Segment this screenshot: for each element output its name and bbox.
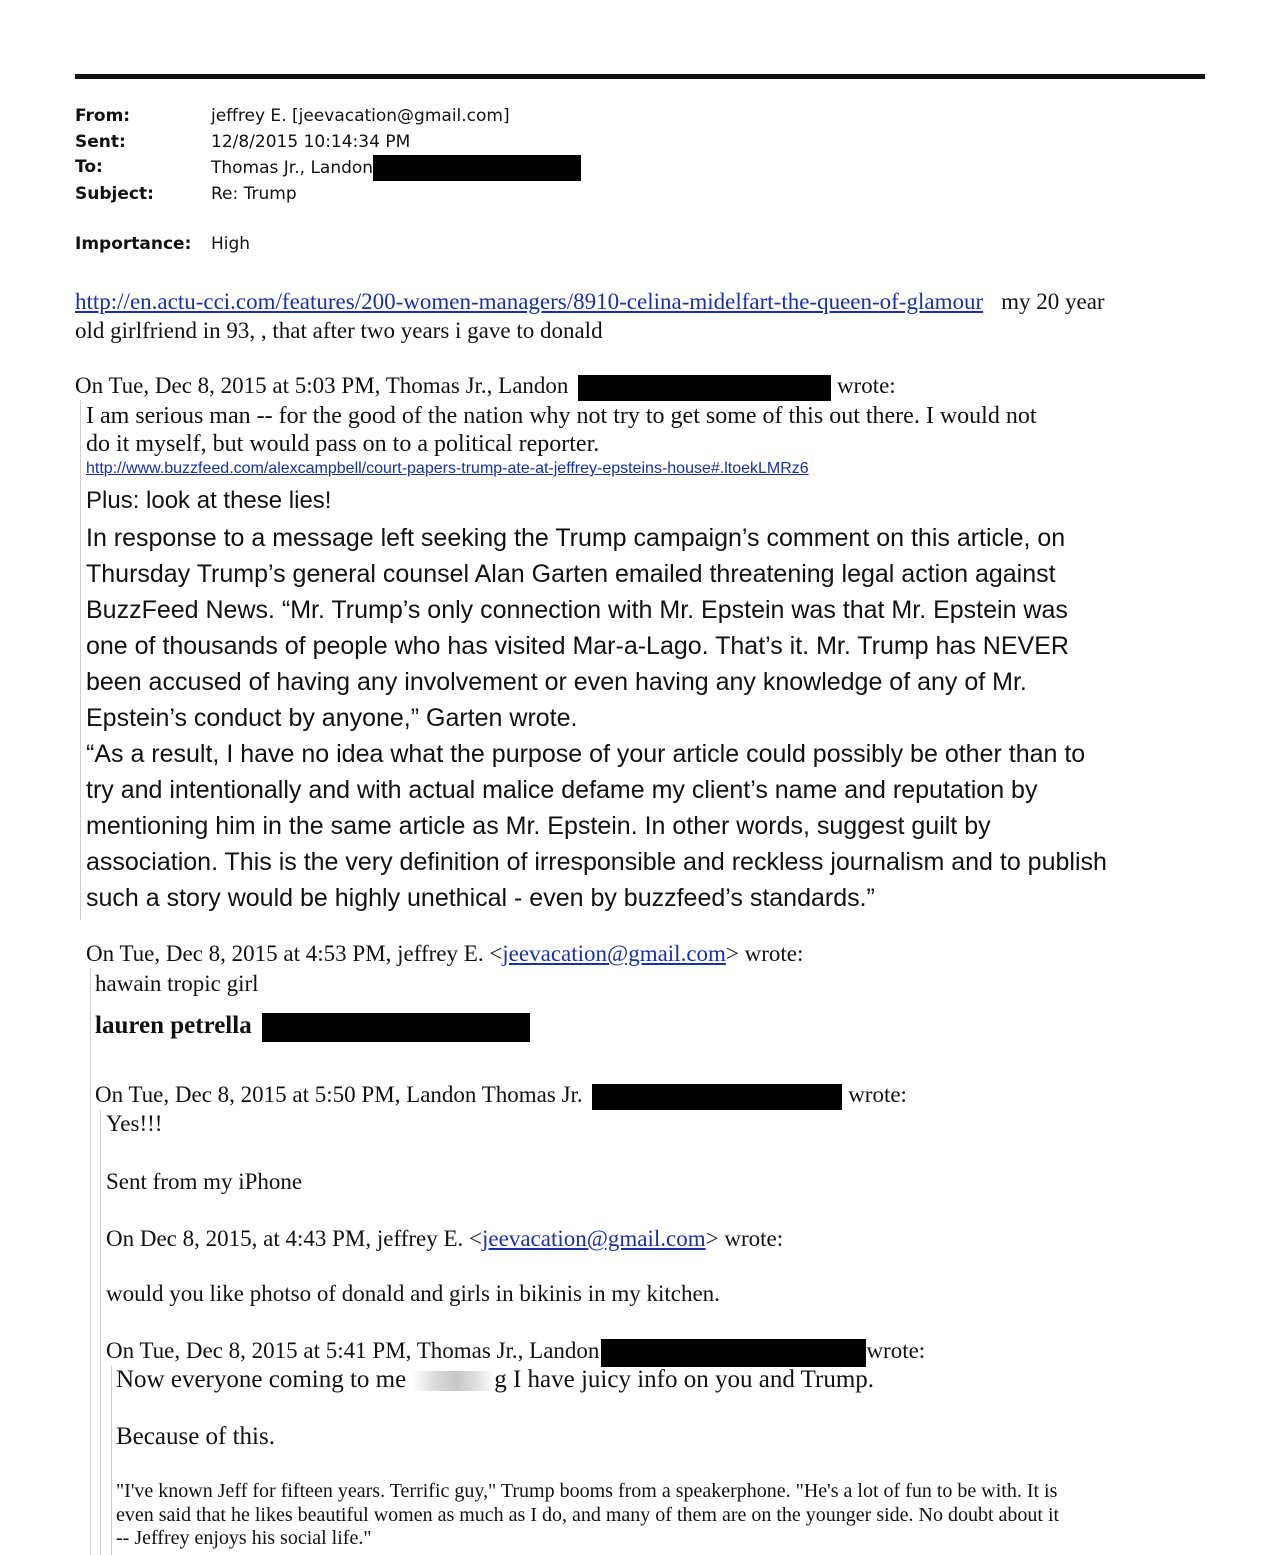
quote-bar [111,1366,112,1555]
from-label: From: [75,106,131,126]
top-message [75,287,1215,345]
top-message-line2: old girlfriend in 93, , that after two years i gave to donald [75,318,603,343]
reply5-line2: Because of this. [116,1423,275,1450]
reply5-line1-start: Now everyone coming to me [116,1366,407,1393]
para2-line: try and intentionally and with actual malice defame my client’s name and reputation by [86,776,1038,804]
from-row [75,104,581,130]
sent-value: 12/8/2015 10:14:34 PM [211,131,411,152]
para2-line: association. This is the very definition of irresponsible and reckless journalism and to publish [86,848,1107,876]
para1-line: In response to a message left seeking the Trump campaign’s comment on this article, on [86,524,1066,552]
blurred-text [412,1371,494,1391]
reply2-attribution [86,941,803,967]
quote-bar [100,1110,101,1555]
reply4-attribution [106,1226,783,1252]
reply3-line1: Yes!!! [106,1111,163,1136]
reply4-line1: would you like photso of donald and girls in bikinis in my kitchen. [106,1281,720,1306]
reply2-email-link[interactable]: jeevacation@gmail.com [502,941,726,966]
reply5-wrote: wrote: [866,1338,926,1363]
reply2-wrote: > wrote: [725,941,804,966]
para2-line: such a story would be highly unethical - even by buzzfeed’s standards.” [86,884,875,912]
reply3-attribution [95,1082,907,1110]
reply1-body [86,402,1216,458]
redaction-box [601,1339,866,1367]
para2-line: “As a result, I have no idea what the purpose of your article could possibly be other than to [86,740,1086,768]
redaction-box [262,1013,530,1042]
reply3-line2: Sent from my iPhone [106,1169,303,1194]
trump-quote-line: even said that he likes beautiful women as much as I do, and many of them are on the younger side. No doubt about it [116,1503,1060,1526]
reply2-name: lauren petrella [95,1012,252,1039]
to-name: Thomas Jr., Landon [211,158,374,178]
subject-row [75,182,581,208]
quote-bar [90,968,91,1555]
redaction-box [373,155,581,181]
reply1-line2: do it myself, but would pass on to a political reporter. [86,431,600,457]
buzzfeed-link[interactable]: http://www.buzzfeed.com/alexcampbell/court-papers-trump-ate-at-jeffrey-epsteins-house#.ltoekLMRz6 [86,460,809,477]
reply4-attribution-text: On Dec 8, 2015, at 4:43 PM, jeffrey E. < [106,1226,483,1251]
sent-label: Sent: [75,131,126,152]
para1-line: Epstein’s conduct by anyone,” Garten wrote. [86,704,578,732]
plus-line: Plus: look at these lies! [86,487,332,514]
reply1-attribution-text: On Tue, Dec 8, 2015 at 5:03 PM, Thomas Jr., Landon [75,373,569,398]
reply5-line1 [116,1366,874,1394]
reply5-attribution [106,1338,925,1367]
celina-article-link[interactable]: http://en.actu-cci.com/features/200-women-managers/8910-celina-midelfart-the-queen-of-glamour [75,289,984,314]
subject-value: Re: Trump [211,183,297,204]
reply5-line1-end: g I have juicy info on you and Trump. [494,1366,875,1393]
redaction-box [578,375,831,401]
trump-quote [116,1480,1226,1551]
reply4-wrote: > wrote: [705,1226,784,1251]
para1-line: BuzzFeed News. “Mr. Trump’s only connection with Mr. Epstein was that Mr. Epstein was [86,596,1068,624]
header-rule [75,74,1205,79]
para1-line: Thursday Trump’s general counsel Alan Garten emailed threatening legal action against [86,560,1056,588]
trump-quote-line: -- Jeffrey enjoys his social life." [116,1527,372,1549]
reply1-wrote: wrote: [836,373,896,398]
importance-label: Importance: [75,234,192,254]
reply5-attribution-text: On Tue, Dec 8, 2015 at 5:41 PM, Thomas Jr., Landon [106,1338,600,1363]
to-label: To: [75,157,103,177]
top-message-text: my 20 year [1001,289,1105,314]
sent-row [75,130,581,156]
from-value: jeffrey E. [jeevacation@gmail.com] [211,106,510,126]
to-value [211,155,581,182]
reply2-line1: hawain tropic girl [95,971,259,996]
garten-quote [86,520,1246,916]
importance-value: High [211,234,251,254]
importance-row [75,232,581,258]
trump-quote-line: "I've known Jeff for fifteen years. Terrific guy," Trump booms from a speakerphone. "He's a lot of fun to be with. It is [116,1480,1058,1502]
reply4-email-link[interactable]: jeevacation@gmail.com [482,1226,706,1251]
para1-line: been accused of having any involvement or even having any knowledge of any of Mr. [86,668,1027,696]
reply3-attribution-text: On Tue, Dec 8, 2015 at 5:50 PM, Landon Thomas Jr. [95,1082,583,1107]
para1-line: one of thousands of people who has visited Mar-a-Lago. That’s it. Mr. Trump has NEVER [86,632,1069,660]
to-row [75,155,581,182]
para2-line: mentioning him in the same article as Mr. Epstein. In other words, suggest guilt by [86,812,991,840]
reply2-name-row [95,1012,530,1042]
reply2-attribution-text: On Tue, Dec 8, 2015 at 4:53 PM, jeffrey E. < [86,941,503,966]
reply1-line1: I am serious man -- for the good of the nation why not try to get some of this out there. I would not [86,403,1037,429]
buzzfeed-link-row [86,460,809,478]
quote-bar [80,400,81,920]
redaction-box [592,1084,842,1110]
email-header [75,104,581,258]
reply3-wrote: wrote: [848,1082,907,1107]
reply1-attribution [75,373,896,401]
subject-label: Subject: [75,183,154,204]
